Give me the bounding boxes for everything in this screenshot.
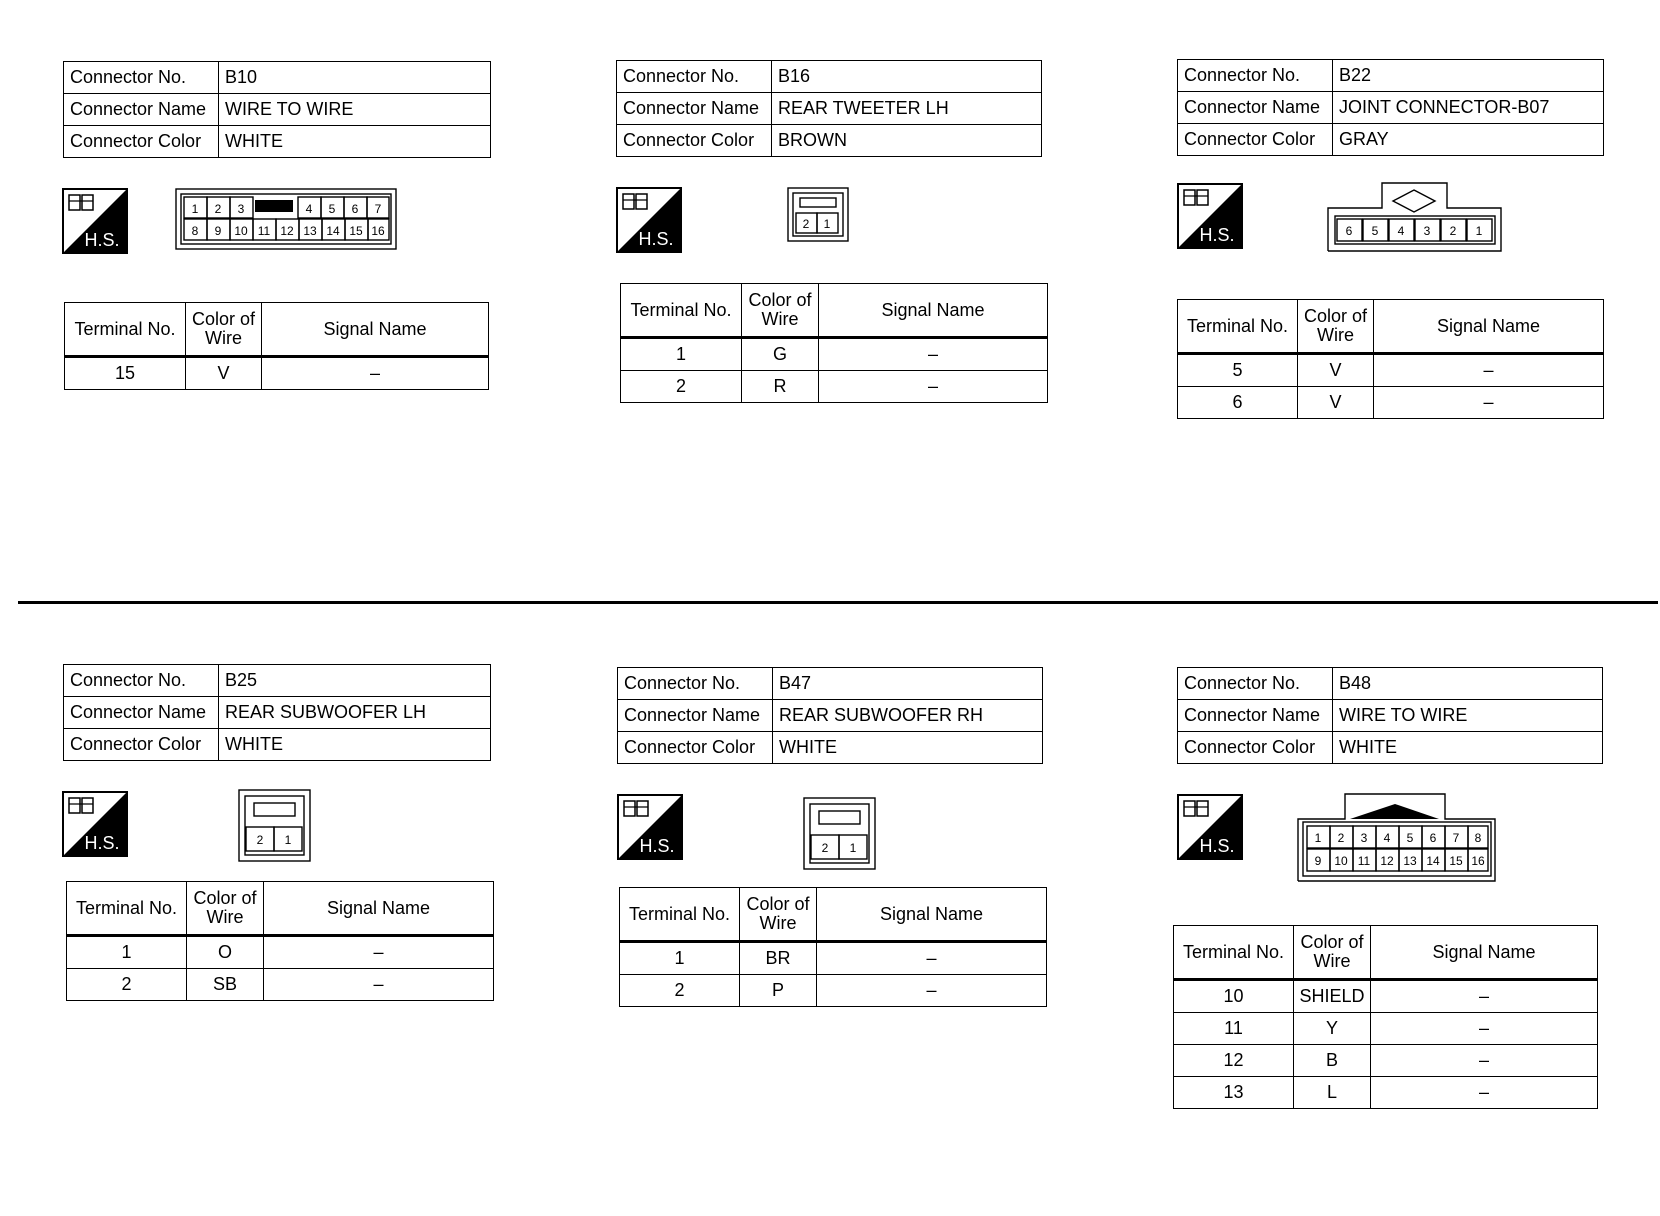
table-row bbox=[65, 357, 489, 390]
terminal-no-cell: 2 bbox=[621, 371, 742, 403]
svg-text:8: 8 bbox=[1474, 831, 1482, 845]
wire-color-cell: G bbox=[742, 338, 819, 371]
connector-no-label: Connector No. bbox=[64, 665, 219, 697]
signal-name-header: Signal Name bbox=[819, 284, 1048, 338]
connector-color-label: Connector Color bbox=[1178, 124, 1333, 156]
connector-name-label: Connector Name bbox=[64, 94, 219, 126]
svg-text:5: 5 bbox=[328, 202, 336, 216]
svg-text:2: 2 bbox=[1449, 224, 1457, 238]
connector-face-b10 bbox=[175, 188, 397, 255]
svg-text:3: 3 bbox=[237, 202, 245, 216]
hs-icon bbox=[617, 794, 683, 860]
terminal-no-cell: 15 bbox=[65, 357, 186, 390]
connector-face-b48 bbox=[1297, 792, 1497, 887]
connector-name-label: Connector Name bbox=[1178, 92, 1333, 124]
color-of-wire-header: Color of Wire bbox=[1298, 300, 1374, 354]
svg-text:7: 7 bbox=[374, 202, 382, 216]
pin-row-top bbox=[184, 197, 389, 218]
signal-name-cell: – bbox=[1371, 1077, 1598, 1109]
table-row bbox=[1178, 354, 1604, 387]
connector-face-b16 bbox=[787, 187, 849, 247]
wire-color-cell: Y bbox=[1294, 1013, 1371, 1045]
svg-text:10: 10 bbox=[1334, 854, 1348, 868]
pin-row-top bbox=[1307, 826, 1488, 848]
color-of-wire-header: Color of Wire bbox=[742, 284, 819, 338]
connector-color-label: Connector Color bbox=[64, 126, 219, 158]
terminal-no-header: Terminal No. bbox=[621, 284, 742, 338]
connector-color-value: WHITE bbox=[219, 126, 491, 158]
connector-no-value: B47 bbox=[773, 668, 1043, 700]
connector-no-label: Connector No. bbox=[1178, 60, 1333, 92]
connector-panel-b25 bbox=[63, 664, 491, 761]
connector-color-value: WHITE bbox=[219, 729, 491, 761]
svg-text:13: 13 bbox=[303, 224, 317, 238]
section-divider bbox=[18, 601, 1658, 604]
connector-color-value: WHITE bbox=[1333, 732, 1603, 764]
hs-icon bbox=[616, 187, 682, 253]
svg-text:1: 1 bbox=[191, 202, 199, 216]
svg-text:1: 1 bbox=[284, 833, 292, 847]
svg-text:1: 1 bbox=[1314, 831, 1322, 845]
connector-info-table bbox=[63, 664, 491, 761]
svg-text:1: 1 bbox=[1475, 224, 1483, 238]
terminal-no-cell: 10 bbox=[1174, 980, 1294, 1013]
wire-color-cell: SHIELD bbox=[1294, 980, 1371, 1013]
wire-color-cell: O bbox=[187, 936, 264, 969]
svg-text:2: 2 bbox=[1337, 831, 1345, 845]
terminal-no-cell: 13 bbox=[1174, 1077, 1294, 1109]
svg-text:4: 4 bbox=[305, 202, 313, 216]
connector-name-label: Connector Name bbox=[617, 93, 772, 125]
terminal-no-cell: 11 bbox=[1174, 1013, 1294, 1045]
svg-text:16: 16 bbox=[1471, 854, 1485, 868]
signal-name-header: Signal Name bbox=[264, 882, 494, 936]
connector-face-b25 bbox=[238, 789, 311, 867]
connector-panel-b16 bbox=[616, 60, 1042, 157]
svg-text:5: 5 bbox=[1371, 224, 1379, 238]
wire-color-cell: V bbox=[1298, 387, 1374, 419]
table-row bbox=[1178, 387, 1604, 419]
wire-color-cell: BR bbox=[740, 942, 817, 975]
connector-name-value: REAR TWEETER LH bbox=[772, 93, 1042, 125]
connector-info-table bbox=[1177, 667, 1603, 764]
connector-info-table bbox=[617, 667, 1043, 764]
wire-color-cell: V bbox=[186, 357, 262, 390]
signal-name-header: Signal Name bbox=[1374, 300, 1604, 354]
terminal-table-b47 bbox=[619, 887, 1047, 1007]
hs-label: H.S. bbox=[84, 833, 120, 853]
terminal-no-header: Terminal No. bbox=[1178, 300, 1298, 354]
svg-text:8: 8 bbox=[191, 224, 199, 238]
connector-name-value: WIRE TO WIRE bbox=[219, 94, 491, 126]
terminal-no-header: Terminal No. bbox=[1174, 926, 1294, 980]
signal-name-header: Signal Name bbox=[817, 888, 1047, 942]
terminal-no-header: Terminal No. bbox=[67, 882, 187, 936]
table-row bbox=[620, 942, 1047, 975]
signal-name-cell: – bbox=[1374, 354, 1604, 387]
connector-info-table bbox=[616, 60, 1042, 157]
wire-color-cell: R bbox=[742, 371, 819, 403]
svg-text:6: 6 bbox=[1429, 831, 1437, 845]
svg-text:4: 4 bbox=[1383, 831, 1391, 845]
signal-name-header: Signal Name bbox=[262, 303, 489, 357]
svg-text:1: 1 bbox=[823, 217, 831, 231]
svg-text:15: 15 bbox=[1449, 854, 1463, 868]
signal-name-cell: – bbox=[817, 975, 1047, 1007]
svg-text:3: 3 bbox=[1423, 224, 1431, 238]
svg-text:12: 12 bbox=[280, 224, 294, 238]
connector-name-value: JOINT CONNECTOR-B07 bbox=[1333, 92, 1604, 124]
svg-text:7: 7 bbox=[1452, 831, 1460, 845]
signal-name-cell: – bbox=[819, 338, 1048, 371]
connector-no-value: B25 bbox=[219, 665, 491, 697]
pin-row-bottom bbox=[184, 219, 389, 240]
terminal-no-cell: 5 bbox=[1178, 354, 1298, 387]
svg-text:2: 2 bbox=[802, 217, 810, 231]
table-row bbox=[1174, 980, 1598, 1013]
terminal-no-cell: 2 bbox=[67, 969, 187, 1001]
signal-name-cell: – bbox=[262, 357, 489, 390]
color-of-wire-header: Color of Wire bbox=[187, 882, 264, 936]
svg-text:2: 2 bbox=[821, 841, 829, 855]
svg-text:12: 12 bbox=[1380, 854, 1394, 868]
hs-label: H.S. bbox=[638, 229, 674, 249]
svg-text:15: 15 bbox=[349, 224, 363, 238]
connector-color-label: Connector Color bbox=[64, 729, 219, 761]
hs-icon bbox=[1177, 183, 1243, 249]
hs-icon bbox=[1177, 794, 1243, 860]
pin-row-bottom bbox=[1307, 849, 1488, 871]
connector-name-value: WIRE TO WIRE bbox=[1333, 700, 1603, 732]
connector-panel-b47 bbox=[617, 667, 1043, 764]
signal-name-cell: – bbox=[1371, 980, 1598, 1013]
wire-color-cell: P bbox=[740, 975, 817, 1007]
svg-text:14: 14 bbox=[326, 224, 340, 238]
connector-no-label: Connector No. bbox=[617, 61, 772, 93]
terminal-no-header: Terminal No. bbox=[65, 303, 186, 357]
terminal-no-cell: 2 bbox=[620, 975, 740, 1007]
connector-color-label: Connector Color bbox=[1178, 732, 1333, 764]
signal-name-cell: – bbox=[817, 942, 1047, 975]
terminal-no-cell: 6 bbox=[1178, 387, 1298, 419]
signal-name-cell: – bbox=[1371, 1045, 1598, 1077]
terminal-table-b16 bbox=[620, 283, 1048, 403]
hs-label: H.S. bbox=[639, 836, 675, 856]
svg-text:6: 6 bbox=[1345, 224, 1353, 238]
wire-color-cell: L bbox=[1294, 1077, 1371, 1109]
wire-color-cell: SB bbox=[187, 969, 264, 1001]
svg-text:13: 13 bbox=[1403, 854, 1417, 868]
connector-color-value: GRAY bbox=[1333, 124, 1604, 156]
terminal-table-b48 bbox=[1173, 925, 1598, 1109]
signal-name-cell: – bbox=[264, 969, 494, 1001]
svg-text:1: 1 bbox=[849, 841, 857, 855]
terminal-table-b25 bbox=[66, 881, 494, 1001]
signal-name-cell: – bbox=[1374, 387, 1604, 419]
terminal-table-b10 bbox=[64, 302, 489, 390]
connector-color-label: Connector Color bbox=[617, 125, 772, 157]
table-row bbox=[67, 969, 494, 1001]
table-row bbox=[67, 936, 494, 969]
table-row bbox=[621, 371, 1048, 403]
wire-color-cell: B bbox=[1294, 1045, 1371, 1077]
table-row bbox=[1174, 1045, 1598, 1077]
connector-no-value: B10 bbox=[219, 62, 491, 94]
terminal-no-cell: 1 bbox=[620, 942, 740, 975]
svg-text:2: 2 bbox=[256, 833, 264, 847]
color-of-wire-header: Color of Wire bbox=[1294, 926, 1371, 980]
svg-text:5: 5 bbox=[1406, 831, 1414, 845]
connector-no-label: Connector No. bbox=[64, 62, 219, 94]
table-row bbox=[1174, 1077, 1598, 1109]
connector-color-label: Connector Color bbox=[618, 732, 773, 764]
connector-info-table bbox=[1177, 59, 1604, 156]
connector-name-label: Connector Name bbox=[64, 697, 219, 729]
table-row bbox=[620, 975, 1047, 1007]
svg-text:14: 14 bbox=[1426, 854, 1440, 868]
connector-color-value: WHITE bbox=[773, 732, 1043, 764]
svg-text:11: 11 bbox=[257, 224, 271, 238]
wire-color-cell: V bbox=[1298, 354, 1374, 387]
svg-text:10: 10 bbox=[234, 224, 248, 238]
signal-name-cell: – bbox=[264, 936, 494, 969]
terminal-no-cell: 12 bbox=[1174, 1045, 1294, 1077]
terminal-no-header: Terminal No. bbox=[620, 888, 740, 942]
table-row bbox=[1174, 1013, 1598, 1045]
connector-info-table bbox=[63, 61, 491, 158]
connector-face-b22 bbox=[1327, 182, 1503, 257]
hs-label: H.S. bbox=[1199, 836, 1235, 856]
terminal-no-cell: 1 bbox=[67, 936, 187, 969]
connector-panel-b10 bbox=[63, 61, 491, 158]
connector-panel-b22 bbox=[1177, 59, 1604, 156]
connector-name-label: Connector Name bbox=[1178, 700, 1333, 732]
svg-text:3: 3 bbox=[1360, 831, 1368, 845]
connector-no-value: B16 bbox=[772, 61, 1042, 93]
connector-color-value: BROWN bbox=[772, 125, 1042, 157]
table-row bbox=[621, 338, 1048, 371]
connector-panel-b48 bbox=[1177, 667, 1603, 764]
hs-label: H.S. bbox=[1199, 225, 1235, 245]
hs-icon bbox=[62, 791, 128, 857]
connector-no-label: Connector No. bbox=[618, 668, 773, 700]
svg-text:4: 4 bbox=[1397, 224, 1405, 238]
terminal-table-b22 bbox=[1177, 299, 1604, 419]
connector-name-value: REAR SUBWOOFER RH bbox=[773, 700, 1043, 732]
connector-no-value: B22 bbox=[1333, 60, 1604, 92]
svg-text:2: 2 bbox=[214, 202, 222, 216]
svg-text:16: 16 bbox=[371, 224, 385, 238]
terminal-no-cell: 1 bbox=[621, 338, 742, 371]
connector-name-value: REAR SUBWOOFER LH bbox=[219, 697, 491, 729]
color-of-wire-header: Color of Wire bbox=[740, 888, 817, 942]
svg-text:9: 9 bbox=[1314, 854, 1322, 868]
connector-no-label: Connector No. bbox=[1178, 668, 1333, 700]
connector-name-label: Connector Name bbox=[618, 700, 773, 732]
signal-name-cell: – bbox=[1371, 1013, 1598, 1045]
svg-text:11: 11 bbox=[1357, 854, 1371, 868]
hs-icon bbox=[62, 188, 128, 254]
connector-face-b47 bbox=[803, 797, 876, 875]
hs-label: H.S. bbox=[84, 230, 120, 250]
color-of-wire-header: Color of Wire bbox=[186, 303, 262, 357]
svg-text:6: 6 bbox=[351, 202, 359, 216]
signal-name-header: Signal Name bbox=[1371, 926, 1598, 980]
svg-text:9: 9 bbox=[214, 224, 222, 238]
signal-name-cell: – bbox=[819, 371, 1048, 403]
connector-no-value: B48 bbox=[1333, 668, 1603, 700]
